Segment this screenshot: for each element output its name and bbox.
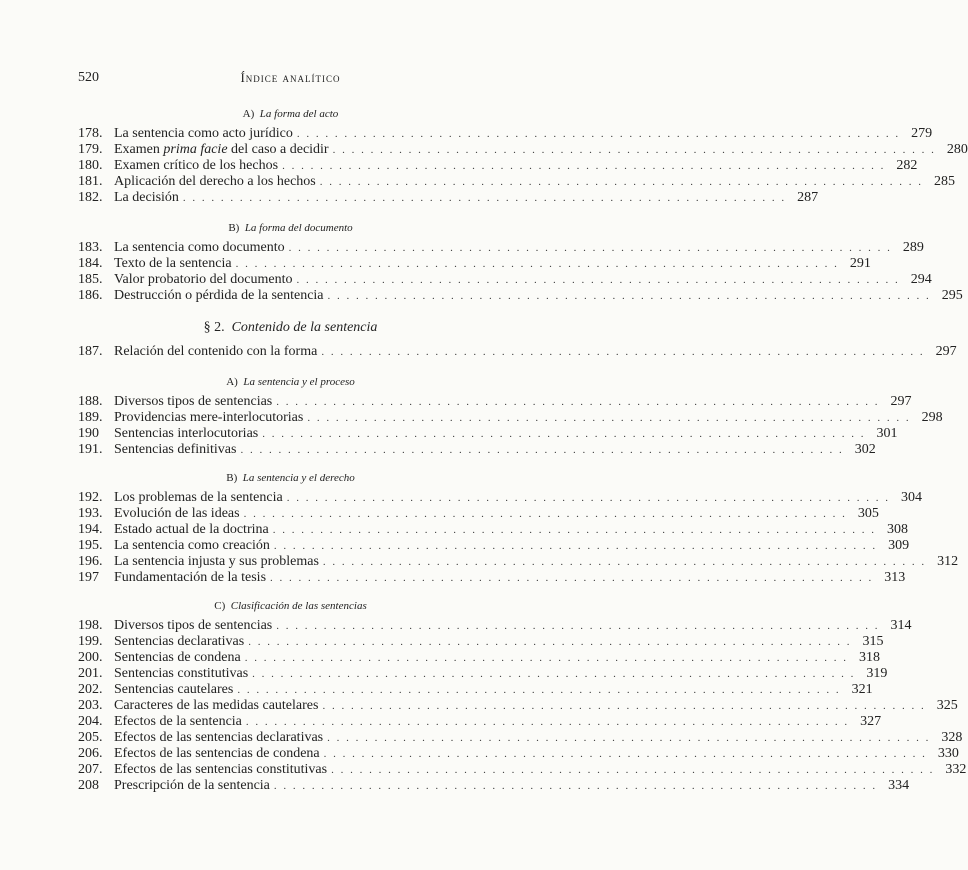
entry-page-number: 328 <box>941 730 963 745</box>
toc-entry <box>78 698 958 714</box>
entry-page-number: 314 <box>890 618 912 633</box>
entry-title: Efectos de la sentencia <box>114 714 242 729</box>
toc-entry <box>78 554 959 570</box>
entry-page-number: 309 <box>888 538 910 553</box>
dot-leader: . . . . . . . . . . . . . . . . . . . . . . . . . . . . . . . . . . . . . . . . . . . . . . . . . . . . . . . . . . . . . . . . <box>276 620 880 632</box>
entry-number: 197 <box>78 570 99 585</box>
page-number: 520 <box>78 70 99 85</box>
entry-number: 178. <box>78 126 103 141</box>
entry-number: 195. <box>78 538 103 553</box>
entry-number: 179. <box>78 142 103 157</box>
dot-leader: . . . . . . . . . . . . . . . . . . . . . . . . . . . . . . . . . . . . . . . . . . . . . . . . . . . . . . . . . . . . . . . . <box>296 274 900 286</box>
toc-entry <box>78 634 884 650</box>
dot-leader: . . . . . . . . . . . . . . . . . . . . . . . . . . . . . . . . . . . . . . . . . . . . . . . . . . . . . . . . . . . . . . . . <box>288 242 892 254</box>
section-title: La forma del acto <box>259 108 339 120</box>
dot-leader: . . . . . . . . . . . . . . . . . . . . . . . . . . . . . . . . . . . . . . . . . . . . . . . . . . . . . . . . . . . . . . . . <box>321 346 925 358</box>
entry-number: 203. <box>78 698 103 713</box>
entry-number: 200. <box>78 650 103 665</box>
entry-page-number: 308 <box>886 522 908 537</box>
dot-leader: . . . . . . . . . . . . . . . . . . . . . . . . . . . . . . . . . . . . . . . . . . . . . . . . . . . . . . . . . . . . . . . . <box>273 780 878 792</box>
entry-title: Destrucción o pérdida de la sentencia <box>114 288 324 303</box>
entry-title: Efectos de las sentencias constitutivas <box>114 762 328 777</box>
toc-entry <box>78 778 910 794</box>
entry-title: Aplicación del derecho a los hechos <box>114 174 316 189</box>
entry-title: Fundamentación de la tesis <box>114 570 267 585</box>
section-heading <box>78 108 503 120</box>
section-title: Contenido de la sentencia <box>231 320 378 335</box>
entry-number: 193. <box>78 506 103 521</box>
dot-leader: . . . . . . . . . . . . . . . . . . . . . . . . . . . . . . . . . . . . . . . . . . . . . . . . . . . . . . . . . . . . . . . . <box>319 176 924 188</box>
dot-leader: . . . . . . . . . . . . . . . . . . . . . . . . . . . . . . . . . . . . . . . . . . . . . . . . . . . . . . . . . . . . . . . . <box>252 668 856 680</box>
dot-leader: . . . . . . . . . . . . . . . . . . . . . . . . . . . . . . . . . . . . . . . . . . . . . . . . . . . . . . . . . . . . . . . . <box>331 764 935 776</box>
entry-number: 183. <box>78 240 103 255</box>
entry-number: 185. <box>78 272 103 287</box>
toc-entry <box>78 410 943 426</box>
entry-title: Diversos tipos de sentencias <box>114 618 273 633</box>
entry-title: Sentencias de condena <box>114 650 241 665</box>
section-title: Clasificación de las sentencias <box>230 600 367 612</box>
dot-leader: . . . . . . . . . . . . . . . . . . . . . . . . . . . . . . . . . . . . . . . . . . . . . . . . . . . . . . . . . . . . . . . . <box>286 492 890 504</box>
entry-title-post: del caso a decidir <box>227 142 329 157</box>
entry-title: Prescripción de la sentencia <box>114 778 270 793</box>
dot-leader: . . . . . . . . . . . . . . . . . . . . . . . . . . . . . . . . . . . . . . . . . . . . . . . . . . . . . . . . . . . . . . . . <box>240 444 844 456</box>
entry-title-pre: Examen <box>114 142 164 157</box>
entry-page-number: 313 <box>884 570 906 585</box>
entry-number: 187. <box>78 344 103 359</box>
entry-page-number: 334 <box>888 778 910 793</box>
dot-leader: . . . . . . . . . . . . . . . . . . . . . . . . . . . . . . . . . . . . . . . . . . . . . . . . . . . . . . . . . . . . . . . . <box>307 412 911 424</box>
entry-page-number: 287 <box>797 190 819 205</box>
section-heading <box>78 376 503 388</box>
section-label: § 2. <box>203 320 225 335</box>
section-heading <box>78 222 503 234</box>
toc-entry <box>78 426 898 442</box>
dot-leader: . . . . . . . . . . . . . . . . . . . . . . . . . . . . . . . . . . . . . . . . . . . . . . . . . . . . . . . . . . . . . . . . <box>243 508 847 520</box>
entry-number: 189. <box>78 410 103 425</box>
entry-title: Texto de la sentencia <box>114 256 232 271</box>
entry-number: 199. <box>78 634 103 649</box>
toc-entry <box>78 240 924 256</box>
section-heading <box>78 320 503 336</box>
entry-title: La decisión <box>114 190 179 205</box>
section-title: La sentencia y el derecho <box>242 472 355 484</box>
section-label: A) <box>226 376 238 388</box>
entry-page-number: 312 <box>937 554 959 569</box>
dot-leader: . . . . . . . . . . . . . . . . . . . . . . . . . . . . . . . . . . . . . . . . . . . . . . . . . . . . . . . . . . . . . . . . <box>323 748 927 760</box>
entry-number: 204. <box>78 714 103 729</box>
entry-page-number: 298 <box>921 410 943 425</box>
dot-leader: . . . . . . . . . . . . . . . . . . . . . . . . . . . . . . . . . . . . . . . . . . . . . . . . . . . . . . . . . . . . . . . . <box>272 524 876 536</box>
toc-entry <box>78 442 876 458</box>
entry-title: La sentencia como creación <box>114 538 270 553</box>
running-title: Índice analítico <box>240 70 341 85</box>
entry-number: 198. <box>78 618 103 633</box>
entry-page-number: 282 <box>896 158 918 173</box>
entry-page-number: 327 <box>860 714 882 729</box>
toc-entry <box>78 570 906 586</box>
dot-leader: . . . . . . . . . . . . . . . . . . . . . . . . . . . . . . . . . . . . . . . . . . . . . . . . . . . . . . . . . . . . . . . . <box>182 192 787 204</box>
toc-entry <box>78 666 888 682</box>
entry-number: 208 <box>78 778 99 793</box>
entry-number: 192. <box>78 490 103 505</box>
dot-leader: . . . . . . . . . . . . . . . . . . . . . . . . . . . . . . . . . . . . . . . . . . . . . . . . . . . . . . . . . . . . . . . . <box>237 684 841 696</box>
toc-entry <box>78 142 968 158</box>
entry-number: 191. <box>78 442 103 457</box>
entry-page-number: 297 <box>890 394 912 409</box>
toc-entry <box>78 272 932 288</box>
dot-leader: . . . . . . . . . . . . . . . . . . . . . . . . . . . . . . . . . . . . . . . . . . . . . . . . . . . . . . . . . . . . . . . . <box>276 396 880 408</box>
entry-number: 207. <box>78 762 103 777</box>
entry-number: 206. <box>78 746 103 761</box>
entry-page-number: 280 <box>946 142 968 157</box>
section-title: La sentencia y el proceso <box>243 376 355 388</box>
entry-page-number: 285 <box>934 174 956 189</box>
entry-number: 205. <box>78 730 103 745</box>
entry-title: Sentencias interlocutorias <box>114 426 259 441</box>
section-label: C) <box>214 600 226 612</box>
section-label: B) <box>228 222 240 234</box>
entry-page-number: 319 <box>866 666 888 681</box>
dot-leader: . . . . . . . . . . . . . . . . . . . . . . . . . . . . . . . . . . . . . . . . . . . . . . . . . . . . . . . . . . . . . . . . <box>245 716 850 728</box>
toc-entry <box>78 762 967 778</box>
toc-entry <box>78 522 908 538</box>
entry-title: Sentencias constitutivas <box>114 666 249 681</box>
entry-page-number: 297 <box>935 344 957 359</box>
toc-entry <box>78 746 959 762</box>
entry-title: Providencias mere-interlocutorias <box>114 410 304 425</box>
entry-title: Examen crítico de los hechos <box>114 158 279 173</box>
page-header <box>78 70 503 90</box>
section-label: A) <box>242 108 255 120</box>
entry-title-italic: prima facie <box>163 142 228 157</box>
entry-page-number: 321 <box>851 682 873 697</box>
toc-entry <box>78 394 912 410</box>
toc-entry <box>78 158 918 174</box>
toc-entry <box>78 126 933 142</box>
entry-title: Evolución de las ideas <box>114 506 240 521</box>
entry-page-number: 304 <box>900 490 922 505</box>
entry-title: Efectos de las sentencias declarativas <box>114 730 324 745</box>
entry-page-number: 294 <box>910 272 932 287</box>
toc-entry <box>78 490 922 506</box>
dot-leader: . . . . . . . . . . . . . . . . . . . . . . . . . . . . . . . . . . . . . . . . . . . . . . . . . . . . . . . . . . . . . . . . <box>322 556 927 568</box>
toc-entry <box>78 506 879 522</box>
entry-page-number: 295 <box>941 288 963 303</box>
dot-leader: . . . . . . . . . . . . . . . . . . . . . . . . . . . . . . . . . . . . . . . . . . . . . . . . . . . . . . . . . . . . . . . . <box>273 540 878 552</box>
entry-title: La sentencia como acto jurídico <box>114 126 293 141</box>
entry-page-number: 315 <box>862 634 884 649</box>
entry-number: 196. <box>78 554 103 569</box>
dot-leader: . . . . . . . . . . . . . . . . . . . . . . . . . . . . . . . . . . . . . . . . . . . . . . . . . . . . . . . . . . . . . . . . <box>248 636 852 648</box>
toc-entry <box>78 714 882 730</box>
toc-entry <box>78 618 912 634</box>
toc-entry <box>78 190 819 206</box>
entry-title: Sentencias definitivas <box>114 442 237 457</box>
entry-title: Sentencias declarativas <box>114 634 245 649</box>
entry-title: Estado actual de la doctrina <box>114 522 269 537</box>
entry-number: 186. <box>78 288 103 303</box>
entry-number: 188. <box>78 394 103 409</box>
dot-leader: . . . . . . . . . . . . . . . . . . . . . . . . . . . . . . . . . . . . . . . . . . . . . . . . . . . . . . . . . . . . . . . . <box>327 732 931 744</box>
dot-leader: . . . . . . . . . . . . . . . . . . . . . . . . . . . . . . . . . . . . . . . . . . . . . . . . . . . . . . . . . . . . . . . . <box>244 652 848 664</box>
entry-page-number: 305 <box>857 506 879 521</box>
entry-title <box>114 142 329 158</box>
entry-title: Sentencias cautelares <box>114 682 234 697</box>
dot-leader: . . . . . . . . . . . . . . . . . . . . . . . . . . . . . . . . . . . . . . . . . . . . . . . . . . . . . . . . . . . . . . . . <box>282 160 886 172</box>
toc-entry <box>78 682 873 698</box>
dot-leader: . . . . . . . . . . . . . . . . . . . . . . . . . . . . . . . . . . . . . . . . . . . . . . . . . . . . . . . . . . . . . . . . <box>262 428 866 440</box>
dot-leader: . . . . . . . . . . . . . . . . . . . . . . . . . . . . . . . . . . . . . . . . . . . . . . . . . . . . . . . . . . . . . . . . <box>270 572 874 584</box>
entry-page-number: 325 <box>936 698 958 713</box>
section-label: B) <box>226 472 238 484</box>
entry-page-number: 330 <box>937 746 959 761</box>
entry-title: Los problemas de la sentencia <box>114 490 283 505</box>
dot-leader: . . . . . . . . . . . . . . . . . . . . . . . . . . . . . . . . . . . . . . . . . . . . . . . . . . . . . . . . . . . . . . . . <box>332 144 936 156</box>
entry-number: 201. <box>78 666 103 681</box>
section-heading <box>78 472 503 484</box>
entry-title: Efectos de las sentencias de condena <box>114 746 320 761</box>
toc-entry <box>78 344 957 360</box>
dot-leader: . . . . . . . . . . . . . . . . . . . . . . . . . . . . . . . . . . . . . . . . . . . . . . . . . . . . . . . . . . . . . . . . <box>322 700 926 712</box>
entry-number: 202. <box>78 682 103 697</box>
entry-number: 181. <box>78 174 103 189</box>
entry-number: 184. <box>78 256 103 271</box>
entry-page-number: 289 <box>902 240 924 255</box>
section-heading <box>78 600 503 612</box>
dot-leader: . . . . . . . . . . . . . . . . . . . . . . . . . . . . . . . . . . . . . . . . . . . . . . . . . . . . . . . . . . . . . . . . <box>327 290 931 302</box>
toc-entry <box>78 174 956 190</box>
toc-entry <box>78 650 880 666</box>
dot-leader: . . . . . . . . . . . . . . . . . . . . . . . . . . . . . . . . . . . . . . . . . . . . . . . . . . . . . . . . . . . . . . . . <box>296 128 901 140</box>
entry-title: Caracteres de las medidas cautelares <box>114 698 319 713</box>
entry-page-number: 301 <box>876 426 898 441</box>
entry-page-number: 291 <box>849 256 871 271</box>
entry-title: Relación del contenido con la forma <box>114 344 318 359</box>
toc-entry <box>78 538 910 554</box>
entry-number: 180. <box>78 158 103 173</box>
section-title: La forma del documento <box>244 222 353 234</box>
entry-number: 194. <box>78 522 103 537</box>
dot-leader: . . . . . . . . . . . . . . . . . . . . . . . . . . . . . . . . . . . . . . . . . . . . . . . . . . . . . . . . . . . . . . . . <box>235 258 839 270</box>
entry-page-number: 302 <box>854 442 876 457</box>
entry-number: 182. <box>78 190 103 205</box>
entry-page-number: 279 <box>911 126 933 141</box>
entry-page-number: 318 <box>858 650 880 665</box>
toc-entry <box>78 288 963 304</box>
toc-entry <box>78 730 963 746</box>
entry-page-number: 332 <box>945 762 967 777</box>
entry-title: La sentencia como documento <box>114 240 285 255</box>
toc-entry <box>78 256 871 272</box>
entry-title: La sentencia injusta y sus problemas <box>114 554 319 569</box>
entry-title: Diversos tipos de sentencias <box>114 394 273 409</box>
entry-number: 190 <box>78 426 99 441</box>
entry-title: Valor probatorio del documento <box>114 272 293 287</box>
